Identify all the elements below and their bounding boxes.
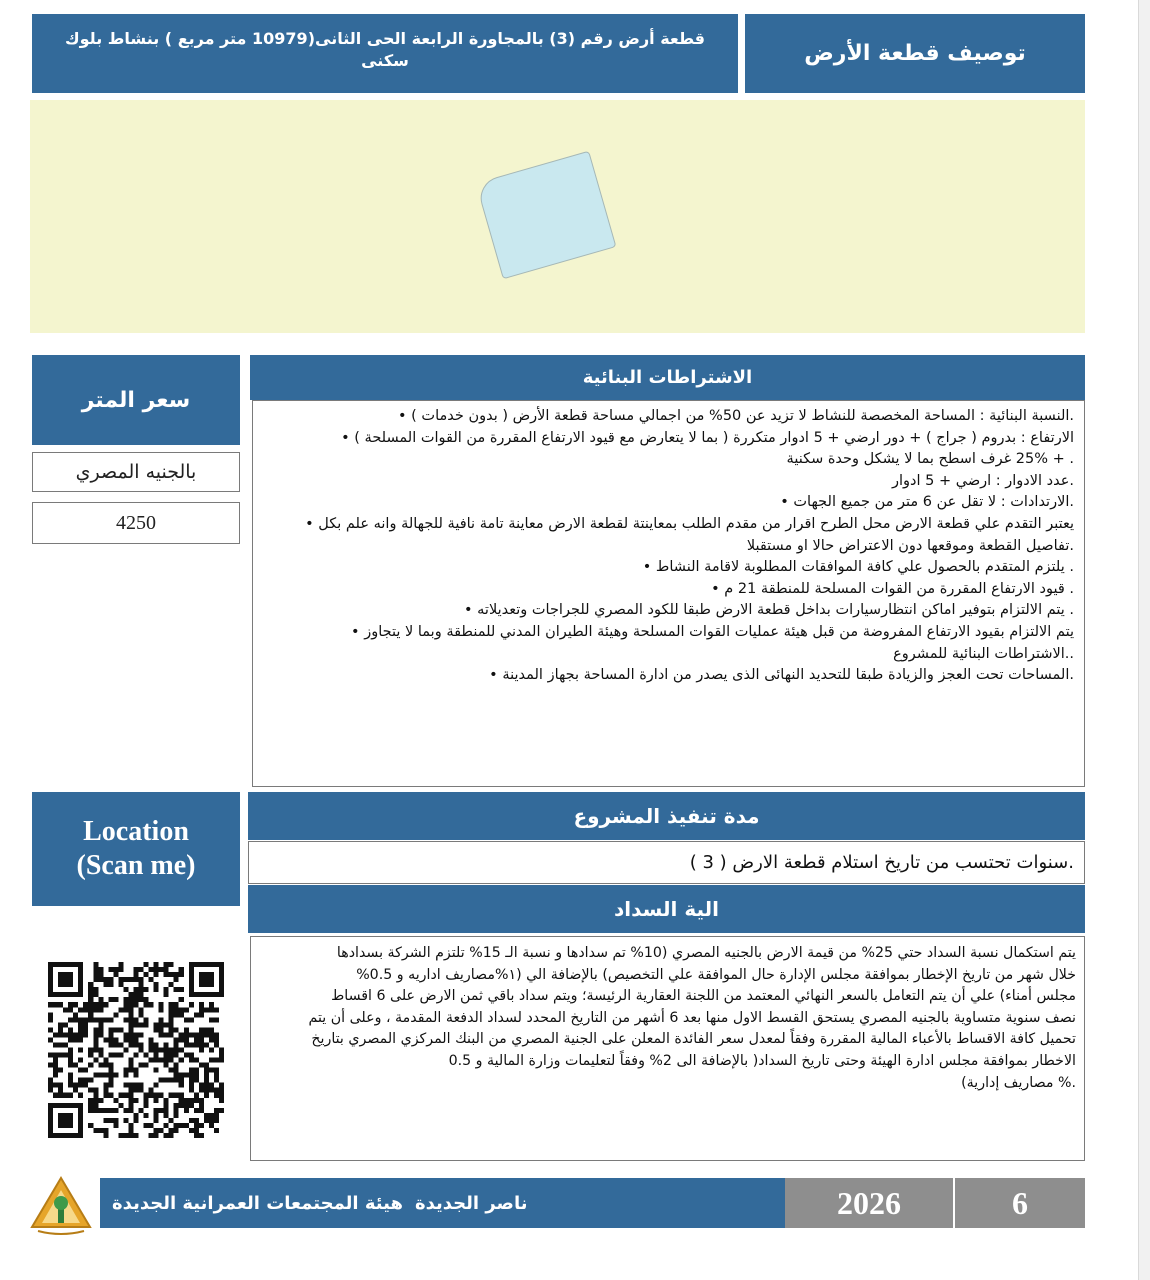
condition-line: يعتبر التقدم علي قطعة الارض محل الطرح اقرار من مقدم الطلب بمعاينتة لقطعة الارض معاينة تامة نافية للجهالة وانه علم بكل •	[305, 515, 1074, 532]
conditions-list	[252, 400, 1085, 787]
condition-line: الارتفاع : بدروم ( جراج ) + دور ارضي + 5 ادوار متكررة ( بما لا يتعارض مع قيود الارتفاع المقررة من القوات المسلحة ) •	[341, 429, 1074, 446]
payment-line: يتم استكمال نسبة السداد حتي 25% من قيمة الارض بالجنيه المصري (10% تم سدادها و نسبة الـ 15% تلتزم الشركة بسدادها	[336, 945, 1076, 961]
condition-line: ..الاشتراطات البنائية للمشروع	[893, 645, 1074, 662]
payment-title: الية السداد	[248, 885, 1085, 933]
condition-line: . يلتزم المتقدم بالحصول علي كافة الموافقات المطلوبة لاقامة النشاط •	[642, 559, 1074, 576]
qr-code-icon[interactable]	[48, 962, 224, 1138]
location-line-2: (Scan me)	[76, 850, 196, 881]
plot-description: قطعة أرض رقم (3) بالمجاورة الرابعة الحى الثانى(10979 متر مربع ) بنشاط بلوك سكنى	[32, 14, 738, 93]
payment-line: .% مصاريف إدارية)	[961, 1074, 1076, 1091]
duration-text: .سنوات تحتسب من تاريخ استلام قطعة الارض ( 3 )	[248, 841, 1085, 884]
authority-logo-icon	[28, 1175, 94, 1237]
condition-line: . يتم الالتزام بتوفير اماكن انتظارسيارات بداخل قطعة الارض طبقا للكود المصري للجراجات وتعديلاته •	[463, 602, 1074, 619]
condition-line: .المساحات تحت العجز والزيادة طبقا للتحديد النهائى الذى يصدر من ادارة المساحة بجهاز المدينة •	[489, 667, 1074, 684]
condition-line: .النسبة البنائية : المساحة المخصصة للنشاط لا تزيد عن 50% من اجمالي مساحة قطعة الأرض ( بدون خدمات ) •	[398, 408, 1074, 424]
payment-line: مجلس أمناء) علي أن يتم التعامل بالسعر النهائي المعتمد من اللجنة العقارية الرئيسة؛ ويتم سداد باقي ثمن الارض على 6 اقساط	[331, 988, 1076, 1005]
city-name: ناصر الجديدة	[415, 1178, 785, 1228]
condition-line: . + 25% غرف اسطح بما لا يشكل وحدة سكنية	[786, 451, 1074, 468]
payment-line: خلال شهر من تاريخ الإخطار بموافقة مجلس الإدارة حال الموافقة علي التخصيص) بالإضافة الي (١%مصاريف اداريه و 0.5%	[356, 966, 1076, 983]
offering-year: 2026	[785, 1178, 953, 1228]
duration-title: مدة تنفيذ المشروع	[248, 792, 1085, 840]
price-title: سعر المتر	[32, 355, 240, 445]
condition-line: .الارتدادات : لا تقل عن 6 متر من جميع الجهات •	[780, 494, 1074, 511]
condition-line: . قيود الارتفاع المقررة من القوات المسلحة للمنطقة 21 م •	[711, 580, 1074, 597]
payment-text	[250, 936, 1085, 1161]
payment-line: تحميل كافة الاقساط بالأعباء المالية المقررة وفقاً لمعدل سعر الفائدة المعلن على الجنية المصري من البنك المركزي المصري بتاريخ	[311, 1031, 1076, 1048]
condition-line: يتم الالتزام بقيود الارتفاع المفروضة من قبل هيئة عمليات القوات المسلحة وهيئة الطيران المدني للمنطقة وبما لا يتجاوز •	[351, 623, 1074, 640]
location-label	[32, 792, 240, 906]
condition-line: .تفاصيل القطعة وموقعها دون الاعتراض حالا او مستقبلا	[746, 537, 1074, 554]
price-value: 4250	[32, 502, 240, 544]
payment-line: الاخطار بموافقة مجلس ادارة الهيئة وحتى تاريخ السداد( بالإضافة الى 2% وفقاً لتعليمات وزارة المالية و 0.5	[448, 1052, 1076, 1069]
payment-line: نصف سنوية متساوية بالجنيه المصري يستحق القسط الاول منها بعد 6 أشهر من التاريخ المحدد لسداد الدفعة المقدمة ، وعلى أن يتم	[308, 1009, 1076, 1026]
price-currency: بالجنيه المصري	[32, 452, 240, 492]
organization-name: هيئة المجتمعات العمرانية الجديدة	[100, 1178, 415, 1228]
location-line-1: Location	[83, 816, 189, 847]
condition-line: .عدد الادوار : ارضي + 5 ادوار	[891, 472, 1074, 489]
page-edge	[1138, 0, 1150, 1280]
conditions-title: الاشتراطات البنائية	[250, 355, 1085, 400]
page-number: 6	[955, 1178, 1085, 1228]
section-title: توصيف قطعة الأرض	[745, 14, 1085, 93]
